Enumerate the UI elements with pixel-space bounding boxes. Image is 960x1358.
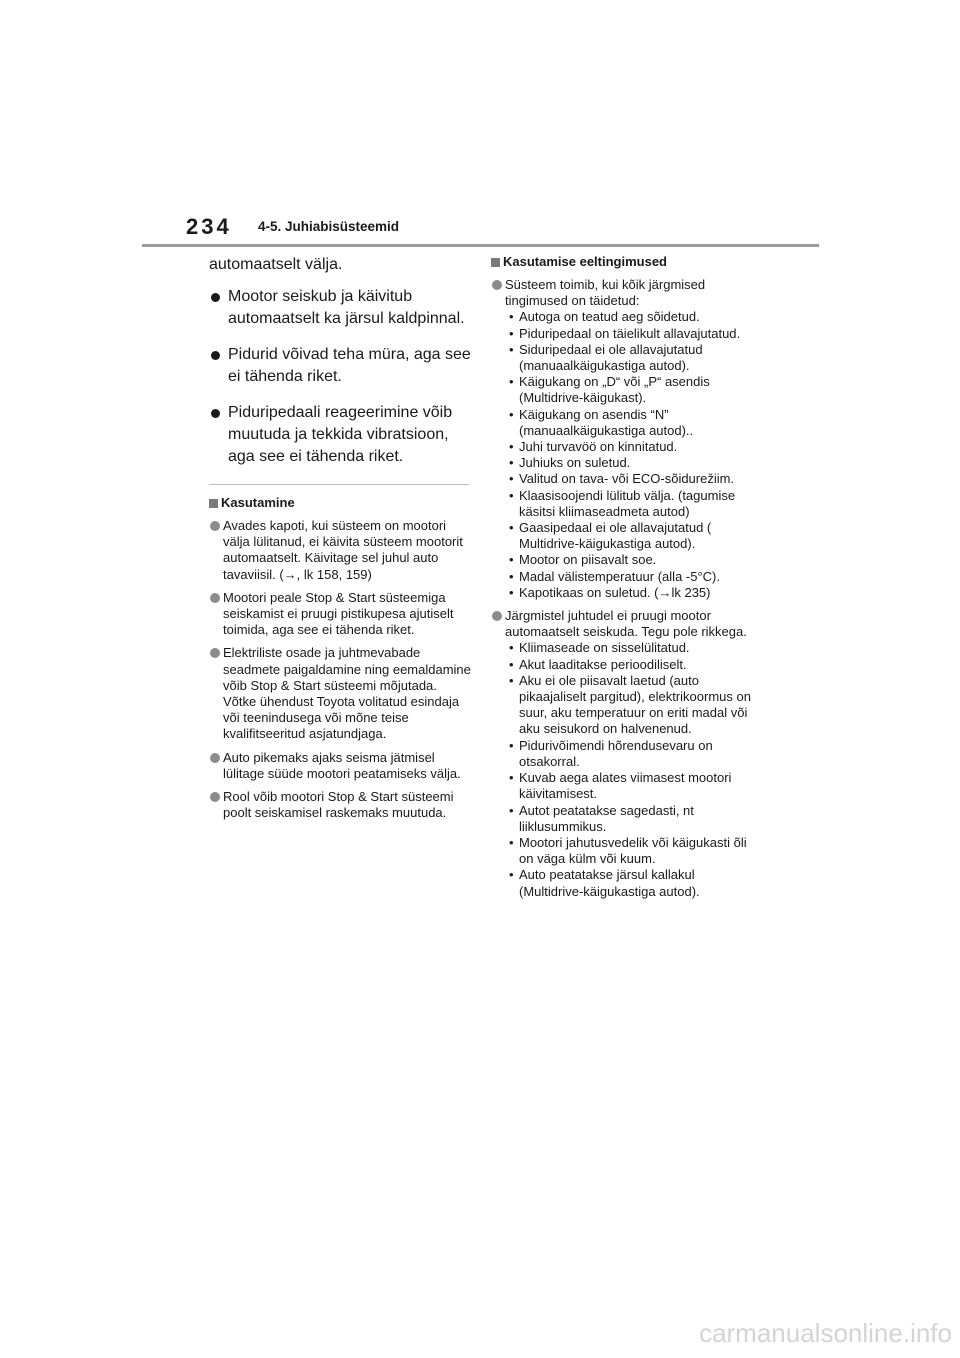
list-item: • Mootori jahutusvedelik või käigukasti õli on väga külm või kuum. [509, 834, 747, 867]
square-marker-icon [491, 258, 500, 267]
list-item: • Kapotikaas on suletud. (→lk 235) [509, 584, 711, 600]
info-item [209, 750, 471, 782]
section-heading-eeltingimused [491, 254, 761, 270]
left-column [209, 254, 471, 828]
info-item-text: Avades kapoti, kui süsteem on mootori välja lülitanud, ei käivita süsteem mootorit automaatselt. Käivitage sel juhul auto tavaviisil. (→, lk 158, 159) [223, 518, 463, 582]
watermark-text: carmanualsonline.info [699, 1318, 952, 1348]
circle-bullet-icon [210, 648, 220, 658]
section-heading-text: Kasutamise eeltingimused [503, 254, 667, 269]
info-item-text: Mootori peale Stop & Start süsteemiga seiskamist ei pruugi pistikupesa ajutiselt toimida, aga see ei tähenda riket. [223, 589, 454, 638]
conditions-list [505, 309, 761, 601]
info-item-text: Rool võib mootori Stop & Start süsteemi poolt seiskamisel raskemaks muutuda. [223, 789, 454, 821]
big-bullet-text: Mootor seiskub ja käivitub automaatselt ka järsul kaldpinnal. [228, 288, 465, 327]
big-bullet-item [209, 402, 471, 468]
page-header [0, 0, 960, 250]
exceptions-list [505, 640, 761, 899]
list-item: • Juhi turvavöö on kinnitatud. [509, 439, 678, 455]
circle-bullet-icon [210, 753, 220, 763]
list-item: • Käigukang on „D“ või „P“ asendis (Multidrive-käigukast). [509, 374, 710, 406]
section-divider [209, 484, 469, 485]
square-marker-icon [209, 499, 218, 508]
list-item: • Kliimaseade on sisselülitatud. [509, 640, 690, 656]
list-item: • Juhiuks on suletud. [509, 455, 631, 471]
list-item: • Aku ei ole piisavalt laetud (auto pikaajaliselt pargitud), elektrikoormus on suur, aku temperatuur on eriti madal või aku seisukord on halvenenud. [509, 672, 751, 737]
page-number: 234 [186, 214, 232, 239]
info-item [209, 645, 471, 742]
circle-bullet-icon [210, 593, 220, 603]
info-item [209, 789, 471, 821]
list-item: • Autoga on teatud aeg sõidetud. [509, 309, 700, 325]
list-item: • Kuvab aega alates viimasest mootori käivitamisest. [509, 770, 732, 802]
list-item: • Madal välistemperatuur (alla -5°C). [509, 568, 720, 584]
bullet-dot-icon [211, 409, 220, 418]
bullet-dot-icon [211, 351, 220, 360]
list-item: • Klaasisoojendi lülitub välja. (tagumise käsitsi kliimaseadmeta autod) [509, 487, 736, 519]
big-bullet-item [209, 344, 471, 388]
list-item: • Auto peatatakse järsul kallakul (Multidrive-käigukastiga autod). [509, 867, 700, 899]
section-title: 4-5. Juhiabisüsteemid [258, 219, 400, 234]
bullet-dot-icon [211, 293, 220, 302]
conditions-block [491, 277, 761, 601]
header-rule [142, 244, 819, 247]
section-heading-kasutamine [209, 495, 471, 511]
exceptions-block [491, 608, 761, 900]
list-item: • Gaasipedaal ei ole allavajutatud ( Multidrive-käigukastiga autod). [509, 520, 712, 552]
exceptions-intro: Järgmistel juhtudel ei pruugi mootor automaatselt seiskuda. Tegu pole rikkega. [505, 608, 747, 640]
right-column [491, 254, 761, 907]
info-item [209, 590, 471, 639]
info-item [209, 518, 471, 583]
conditions-intro: Süsteem toimib, kui kõik järgmised tingimused on täidetud: [505, 277, 706, 309]
info-item-text: Auto pikemaks ajaks seisma jätmisel lülitage süüde mootori peatamiseks välja. [223, 749, 461, 781]
list-item: • Autot peatatakse sagedasti, nt liiklusummikus. [509, 802, 694, 834]
big-bullet-text: Pidurid võivad teha müra, aga see ei tähenda riket. [228, 346, 471, 385]
circle-bullet-icon [210, 521, 220, 531]
big-bullet-item [209, 286, 471, 330]
section-heading-text: Kasutamine [221, 495, 295, 510]
list-item: • Pidurivõimendi hõrendusevaru on otsakorral. [509, 737, 713, 769]
list-item: • Siduripedaal ei ole allavajutatud (manuaalkäigukastiga autod). [509, 341, 703, 374]
list-item: • Piduripedaal on täielikult allavajutatud. [509, 325, 741, 341]
circle-bullet-icon [492, 611, 502, 621]
circle-bullet-icon [492, 280, 502, 290]
info-item-text: Elektriliste osade ja juhtmevabade seadmete paigaldamine ning eemaldamine võib Stop & Start süsteemi mõjutada. Võtke ühendust Toyota volitatud esindaja või teenindusega või mõne teise kvalifitseeritud asjatundjaga. [223, 645, 471, 742]
lead-text: automaatselt välja. [209, 256, 343, 273]
list-item: • Mootor on piisavalt soe. [509, 552, 657, 568]
list-item: • Akut laaditakse perioodiliselt. [509, 656, 687, 672]
big-bullet-text: Piduripedaali reageerimine võib muutuda ja tekkida vibratsioon, aga see ei tähenda riket. [228, 404, 453, 465]
list-item: • Valitud on tava- või ECO-sõidurežiim. [509, 471, 735, 487]
list-item: • Käigukang on asendis “N” (manuaalkäigukastiga autod).. [509, 406, 694, 438]
circle-bullet-icon [210, 792, 220, 802]
